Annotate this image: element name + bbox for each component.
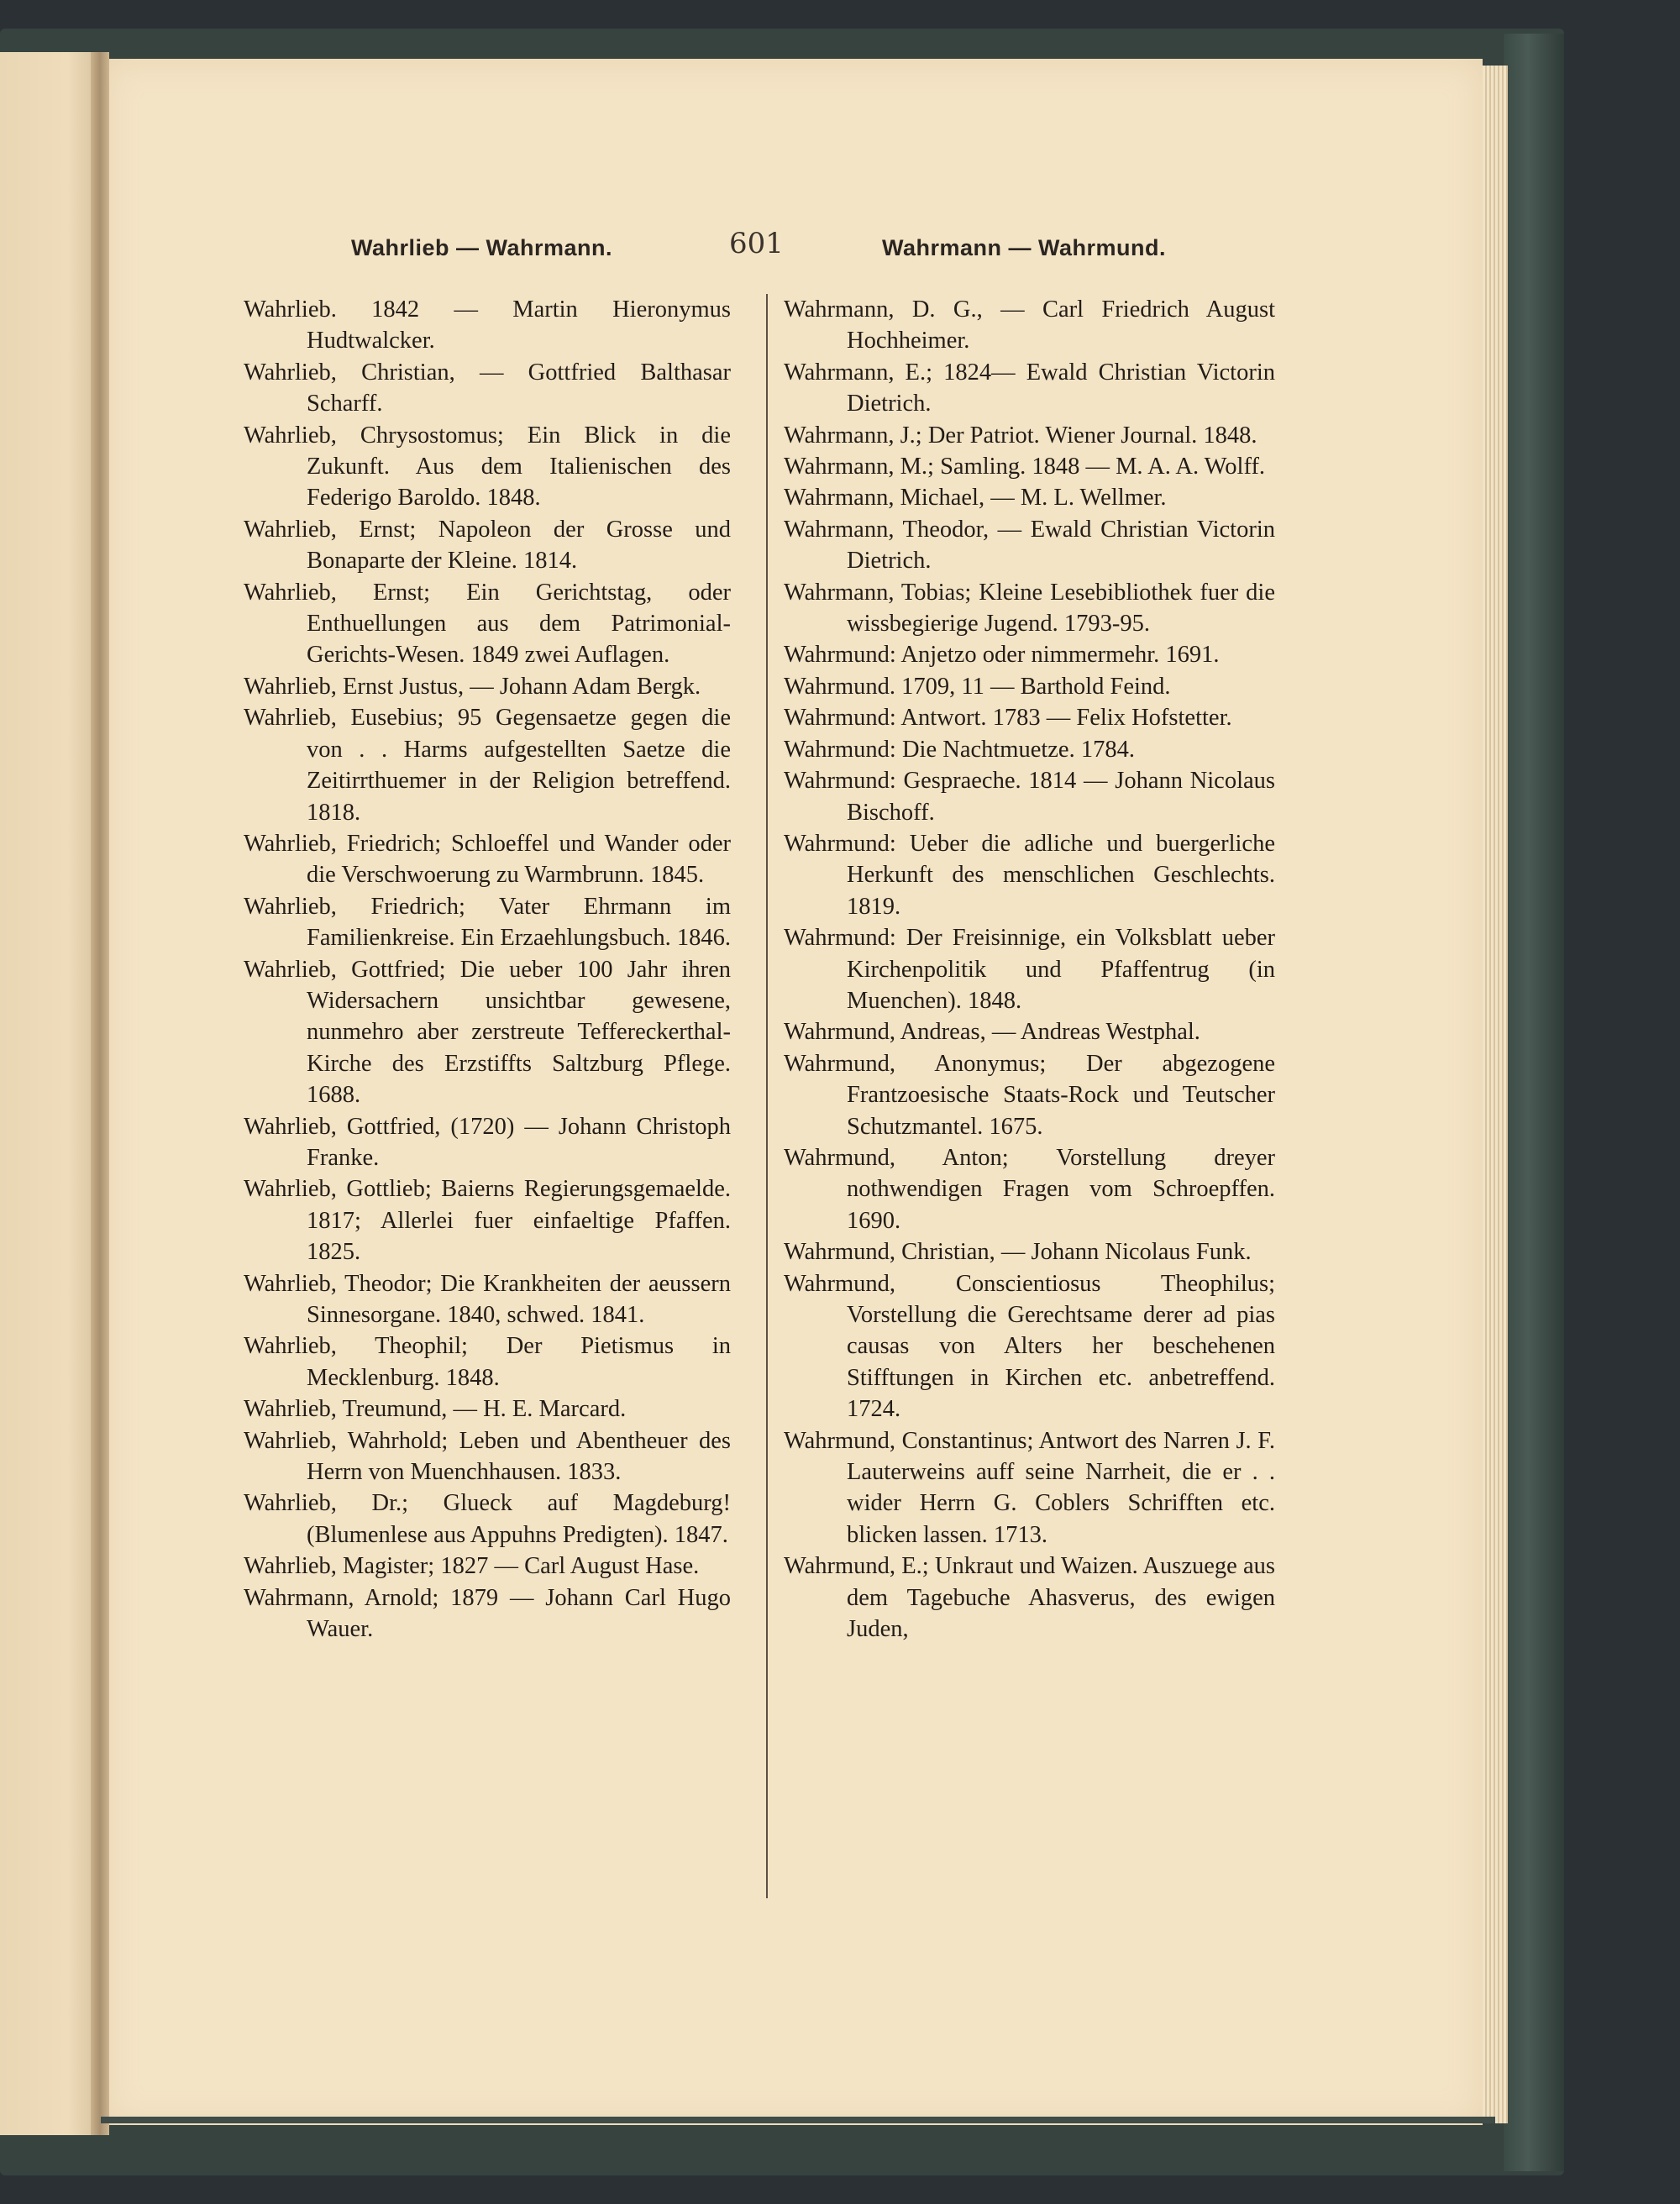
- entry: Wahrlieb, Eusebius; 95 Gegensaetze gegen die von . . Harms aufgestellten Saetze die Zeitirrthuemer in der Religion betreffend. 1818.: [244, 705, 731, 826]
- page-number: 601: [729, 227, 784, 260]
- entry: Wahrmund, Andreas, — Andreas Westphal.: [784, 1019, 1200, 1046]
- left-column: [244, 294, 731, 1645]
- entry: Wahrlieb, Magister; 1827 — Carl August Hase.: [244, 1553, 700, 1580]
- cover-edge: [1504, 34, 1564, 2171]
- entry: Wahrmund: Gespraeche. 1814 — Johann Nicolaus Bischoff.: [784, 768, 1275, 826]
- entry: Wahrmund: Anjetzo oder nimmermehr. 1691.: [784, 642, 1220, 669]
- entry: Wahrmann, M.; Samling. 1848 — M. A. A. Wolff.: [784, 454, 1266, 480]
- entry: Wahrmund, E.; Unkraut und Waizen. Auszuege aus dem Tagebuche Ahasverus, des ewigen Juden,: [784, 1553, 1275, 1643]
- entry: Wahrmann, D. G., — Carl Friedrich August Hochheimer.: [784, 296, 1275, 354]
- running-header-left: Wahrlieb — Wahrmann.: [351, 235, 613, 260]
- entry: Wahrlieb, Treumund, — H. E. Marcard.: [244, 1396, 627, 1423]
- entry: Wahrmann, Michael, — M. L. Wellmer.: [784, 485, 1167, 512]
- column-divider: [766, 294, 768, 1898]
- entry: Wahrmund: Ueber die adliche und buergerliche Herkunft des menschlichen Geschlechts. 1819.: [784, 830, 1275, 920]
- entry: Wahrlieb, Wahrhold; Leben und Abentheuer des Herrn von Muenchhausen. 1833.: [244, 1427, 731, 1486]
- entry: Wahrmund: Die Nachtmuetze. 1784.: [784, 736, 1135, 763]
- right-column: [784, 294, 1275, 1645]
- running-header-right: Wahrmann — Wahrmund.: [882, 235, 1166, 260]
- bottom-binding-edge: [101, 2117, 1495, 2123]
- entry: Wahrmund, Constantinus; Antwort des Narren J. F. Lauterweins auff seine Narrheit, die er . . wider Herrn G. Coblers Schrifften etc. blicken lassen. 1713.: [784, 1427, 1275, 1548]
- entry: Wahrmann, J.; Der Patriot. Wiener Journal. 1848.: [784, 422, 1257, 449]
- entry: Wahrmann, E.; 1824— Ewald Christian Victorin Dietrich.: [784, 359, 1275, 417]
- entry: Wahrmund: Der Freisinnige, ein Volksblatt ueber Kirchenpolitik und Pfaffentrug (in Muenchen). 1848.: [784, 925, 1275, 1014]
- entry: Wahrlieb, Theodor; Die Krankheiten der aeussern Sinnesorgane. 1840, schwed. 1841.: [244, 1270, 731, 1328]
- entry: Wahrmund, Anton; Vorstellung dreyer nothwendigen Fragen vom Schroepffen. 1690.: [784, 1144, 1275, 1234]
- entry: Wahrlieb, Friedrich; Schloeffel und Wander oder die Verschwoerung zu Warmbrunn. 1845.: [244, 830, 731, 889]
- entry: Wahrlieb, Gottfried, (1720) — Johann Christoph Franke.: [244, 1113, 731, 1171]
- entry: Wahrlieb, Theophil; Der Pietismus in Mecklenburg. 1848.: [244, 1333, 731, 1391]
- entry: Wahrlieb, Dr.; Glueck auf Magdeburg! (Blumenlese aus Appuhns Predigten). 1847.: [244, 1490, 731, 1548]
- entry: Wahrlieb, Ernst; Napoleon der Grosse und Bonaparte der Kleine. 1814.: [244, 516, 731, 575]
- entry: Wahrlieb, Ernst; Ein Gerichtstag, oder Enthuellungen aus dem Patrimonial-Gerichts-Wesen. 1849 zwei Auflagen.: [244, 579, 731, 669]
- entry: Wahrlieb, Friedrich; Vater Ehrmann im Familienkreise. Ein Erzaehlungsbuch. 1846.: [244, 893, 731, 952]
- entry: Wahrmann, Arnold; 1879 — Johann Carl Hugo Wauer.: [244, 1584, 731, 1643]
- entry: Wahrmund, Anonymus; Der abgezogene Frantzoesische Staats-Rock und Teutscher Schutzmantel. 1675.: [784, 1050, 1275, 1140]
- entry: Wahrmund, Conscientiosus Theophilus; Vorstellung die Gerechtsame derer ad pias causas von Alters her beschehenen Stifftungen in Kirchen etc. anbetreffend. 1724.: [784, 1270, 1275, 1423]
- entry: Wahrmund: Antwort. 1783 — Felix Hofstetter.: [784, 705, 1232, 732]
- entry: Wahrlieb, Gottfried; Die ueber 100 Jahr ihren Widersachern unsichtbar gewesene, nunmehro aber zerstreute Teffereckerthal-Kirche des Erzstiffts Saltzburg Pflege. 1688.: [244, 956, 731, 1109]
- entry: Wahrmund, Christian, — Johann Nicolaus Funk.: [784, 1239, 1252, 1266]
- left-page-edge: [0, 52, 97, 2135]
- entry: Wahrlieb. 1842 — Martin Hieronymus Hudtwalcker.: [244, 296, 731, 354]
- entry: Wahrmann, Tobias; Kleine Lesebibliothek fuer die wissbegierige Jugend. 1793-95.: [784, 579, 1275, 638]
- entry: Wahrlieb, Chrysostomus; Ein Blick in die Zukunft. Aus dem Italienischen des Federigo Baroldo. 1848.: [244, 422, 731, 512]
- entry: Wahrlieb, Gottlieb; Baierns Regierungsgemaelde. 1817; Allerlei fuer einfaeltige Pfaffen. 1825.: [244, 1176, 731, 1266]
- entry: Wahrmann, Theodor, — Ewald Christian Victorin Dietrich.: [784, 516, 1275, 575]
- entry: Wahrlieb, Ernst Justus, — Johann Adam Bergk.: [244, 673, 701, 700]
- book-gutter: [91, 52, 109, 2135]
- entry: Wahrlieb, Christian, — Gottfried Balthasar Scharff.: [244, 359, 731, 417]
- entry: Wahrmund. 1709, 11 — Barthold Feind.: [784, 673, 1171, 700]
